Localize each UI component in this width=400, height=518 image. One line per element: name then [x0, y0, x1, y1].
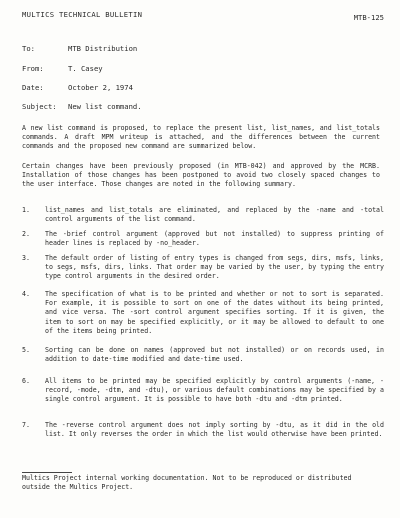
footer-rule — [22, 472, 72, 473]
memo-from-label: From: — [22, 64, 44, 73]
intro-paragraph-1: A new list command is proposed, to replace the present list, list_names, and list_totals commands. A draft MPM writeup is attached, and the differences between the current commands and the proposed new command are summarized below. — [22, 124, 380, 151]
item-text: All items to be printed may be specified explicitly by control arguments (-name, -record, -mode, -dtm, and -dtu), or various default combinations may be specified by a single control argument. It is possible to have both -dtu and -dtm printed. — [45, 377, 384, 404]
memo-to-value: MTB Distribution — [68, 44, 138, 53]
item-text: Sorting can be done on names (approved but not installed) or on records used, in addition to date-time modified and date-time used. — [45, 346, 384, 364]
memo-to — [22, 44, 137, 53]
memo-date — [22, 83, 133, 92]
bulletin-title: MULTICS TECHNICAL BULLETIN — [22, 10, 143, 19]
item-text: The -brief control argument (approved but not installed) to suppress printing of header lines is replaced by -no_header. — [45, 230, 384, 248]
distribution-notice-text: Multics Project internal working documentation. Not to be reproduced or distributed outside the Multics Project. — [22, 474, 352, 492]
item-text: list_names and list_totals are eliminated, and replaced by the -name and -total control arguments of the list command. — [45, 206, 384, 224]
memo-from-value: T. Casey — [68, 64, 103, 73]
memo-to-label: To: — [22, 44, 35, 53]
item-text: The specification of what is to be printed and whether or not to sort is separated. For example, it is possible to sort on one of the dates without its being printed, and vice versa. The -sort control argument specifies sorting. If it is given, the item to sort on may be specified explicitly, or it may be allowed to default to one of the items being printed. — [45, 290, 384, 335]
memo-subject-value: New list command. — [68, 102, 142, 111]
item-text: The -reverse control argument does not imply sorting by -dtu, as it did in the old list. It only reverses the order in which the list would otherwise have been printed. — [45, 421, 384, 439]
intro-paragraph-2: Certain changes have been previously proposed (in MTB-042) and approved by the MCRB. Installation of those changes has been postponed to avoid two closely spaced changes to the user interface. Those changes are noted in the following summary. — [22, 162, 380, 189]
item-number: 2. — [22, 230, 30, 238]
item-number: 3. — [22, 254, 30, 262]
distribution-notice — [22, 474, 372, 492]
list-item — [22, 421, 384, 439]
memo-subject — [22, 102, 142, 111]
item-number: 5. — [22, 346, 30, 354]
list-item — [22, 230, 384, 248]
list-item — [22, 290, 384, 336]
memo-subject-label: Subject: — [22, 102, 57, 111]
list-item — [22, 346, 384, 364]
bulletin-number: MTB-125 — [353, 13, 384, 22]
memo-from — [22, 64, 103, 73]
item-number: 7. — [22, 421, 30, 429]
item-number: 4. — [22, 290, 30, 298]
memo-date-label: Date: — [22, 83, 44, 92]
item-number: 1. — [22, 206, 30, 214]
list-item — [22, 206, 384, 224]
list-item — [22, 254, 384, 282]
item-text: The default order of listing of entry types is changed from segs, dirs, msfs, links, to segs, msfs, dirs, links. That order may be varied by the user, by typing the entry type control arguments in the desired order. — [45, 254, 384, 281]
memo-date-value: October 2, 1974 — [68, 83, 133, 92]
item-number: 6. — [22, 377, 30, 385]
list-item — [22, 377, 384, 405]
